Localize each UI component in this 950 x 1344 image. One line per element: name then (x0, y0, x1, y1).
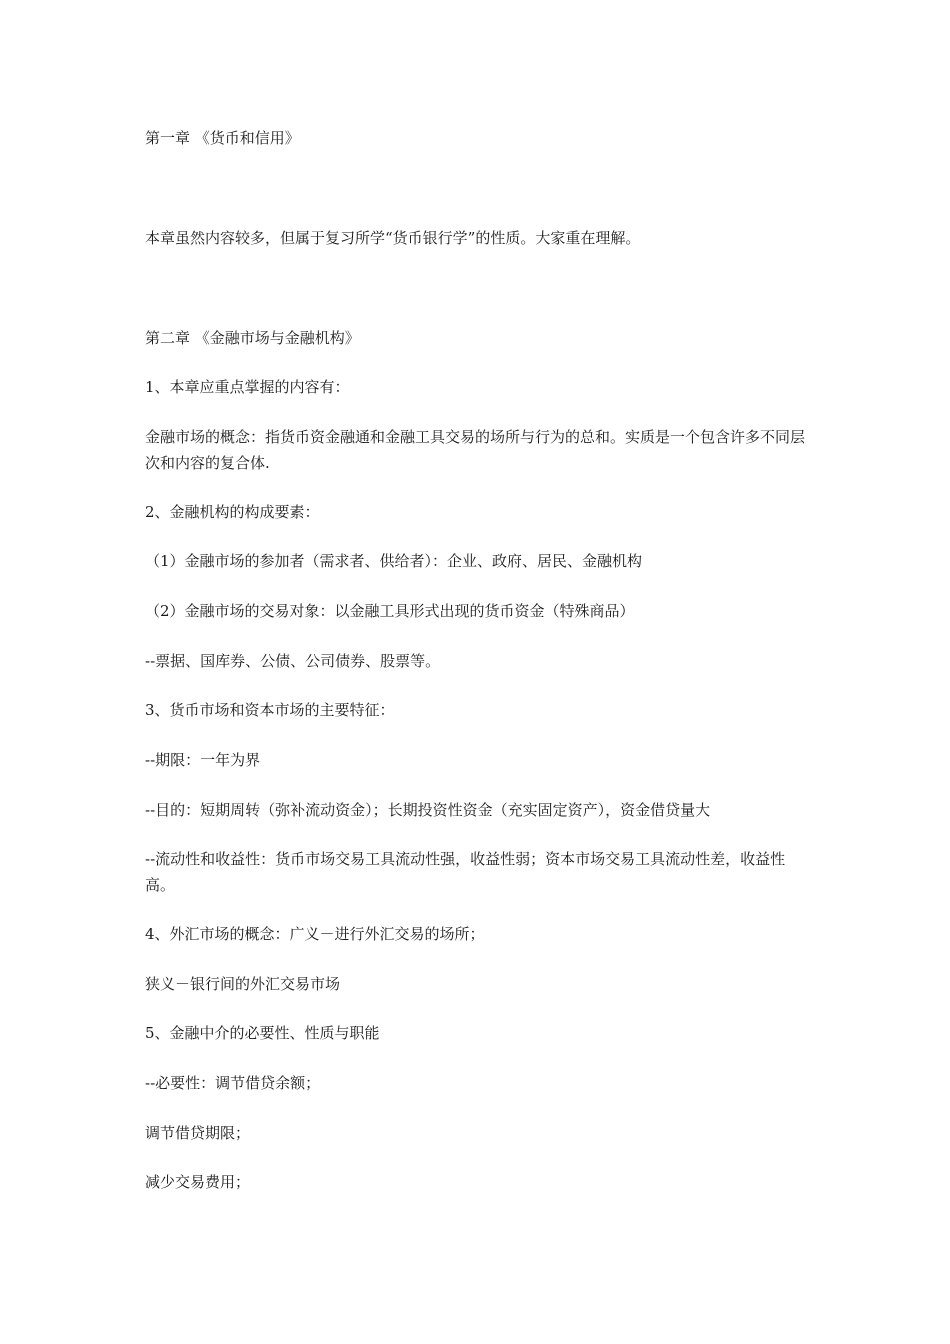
paragraph-term-adjust: 调节借贷期限； (145, 1124, 251, 1142)
chapter1-intro: 本章虽然内容较多，但属于复习所学“货币银行学”的性质。大家重在理解。 (145, 229, 641, 247)
paragraph-term: --期限：一年为界 (145, 751, 261, 769)
paragraph-necessity: --必要性：调节借贷余额； (145, 1074, 321, 1092)
paragraph-institution-elements: 2、金融机构的构成要素： (145, 503, 320, 521)
paragraph-forex-narrow: 狭义－银行间的外汇交易市场 (145, 975, 341, 993)
paragraph-trading-objects: （2）金融市场的交易对象：以金融工具形式出现的货币资金（特殊商品） (145, 602, 635, 620)
paragraph-participants: （1）金融市场的参加者（需求者、供给者）：企业、政府、居民、金融机构 (145, 552, 643, 570)
chapter1-title: 第一章 《货币和信用》 (145, 129, 300, 147)
paragraph-market-features: 3、货币市场和资本市场的主要特征： (145, 701, 395, 719)
paragraph-purpose: --目的：短期周转（弥补流动资金）；长期投资性资金（充实固定资产），资金借贷量大 (145, 801, 711, 819)
paragraph-forex-concept: 4、外汇市场的概念：广义－进行外汇交易的场所； (145, 925, 485, 943)
paragraph-key-points: 1、本章应重点掌握的内容有： (145, 378, 350, 396)
paragraph-market-concept: 金融市场的概念：指货币资金融通和金融工具交易的场所与行为的总和。实质是一个包含许多不同层次和内容的复合体. (145, 428, 806, 472)
paragraph-instruments: --票据、国库券、公债、公司债券、股票等。 (145, 652, 441, 670)
paragraph-liquidity: --流动性和收益性：货币市场交易工具流动性强，收益性弱；资本市场交易工具流动性差，收益性高。 (145, 850, 786, 894)
paragraph-intermediary: 5、金融中介的必要性、性质与职能 (145, 1024, 380, 1042)
chapter2-title: 第二章 《金融市场与金融机构》 (145, 329, 360, 347)
paragraph-reduce-cost: 减少交易费用； (145, 1173, 251, 1191)
